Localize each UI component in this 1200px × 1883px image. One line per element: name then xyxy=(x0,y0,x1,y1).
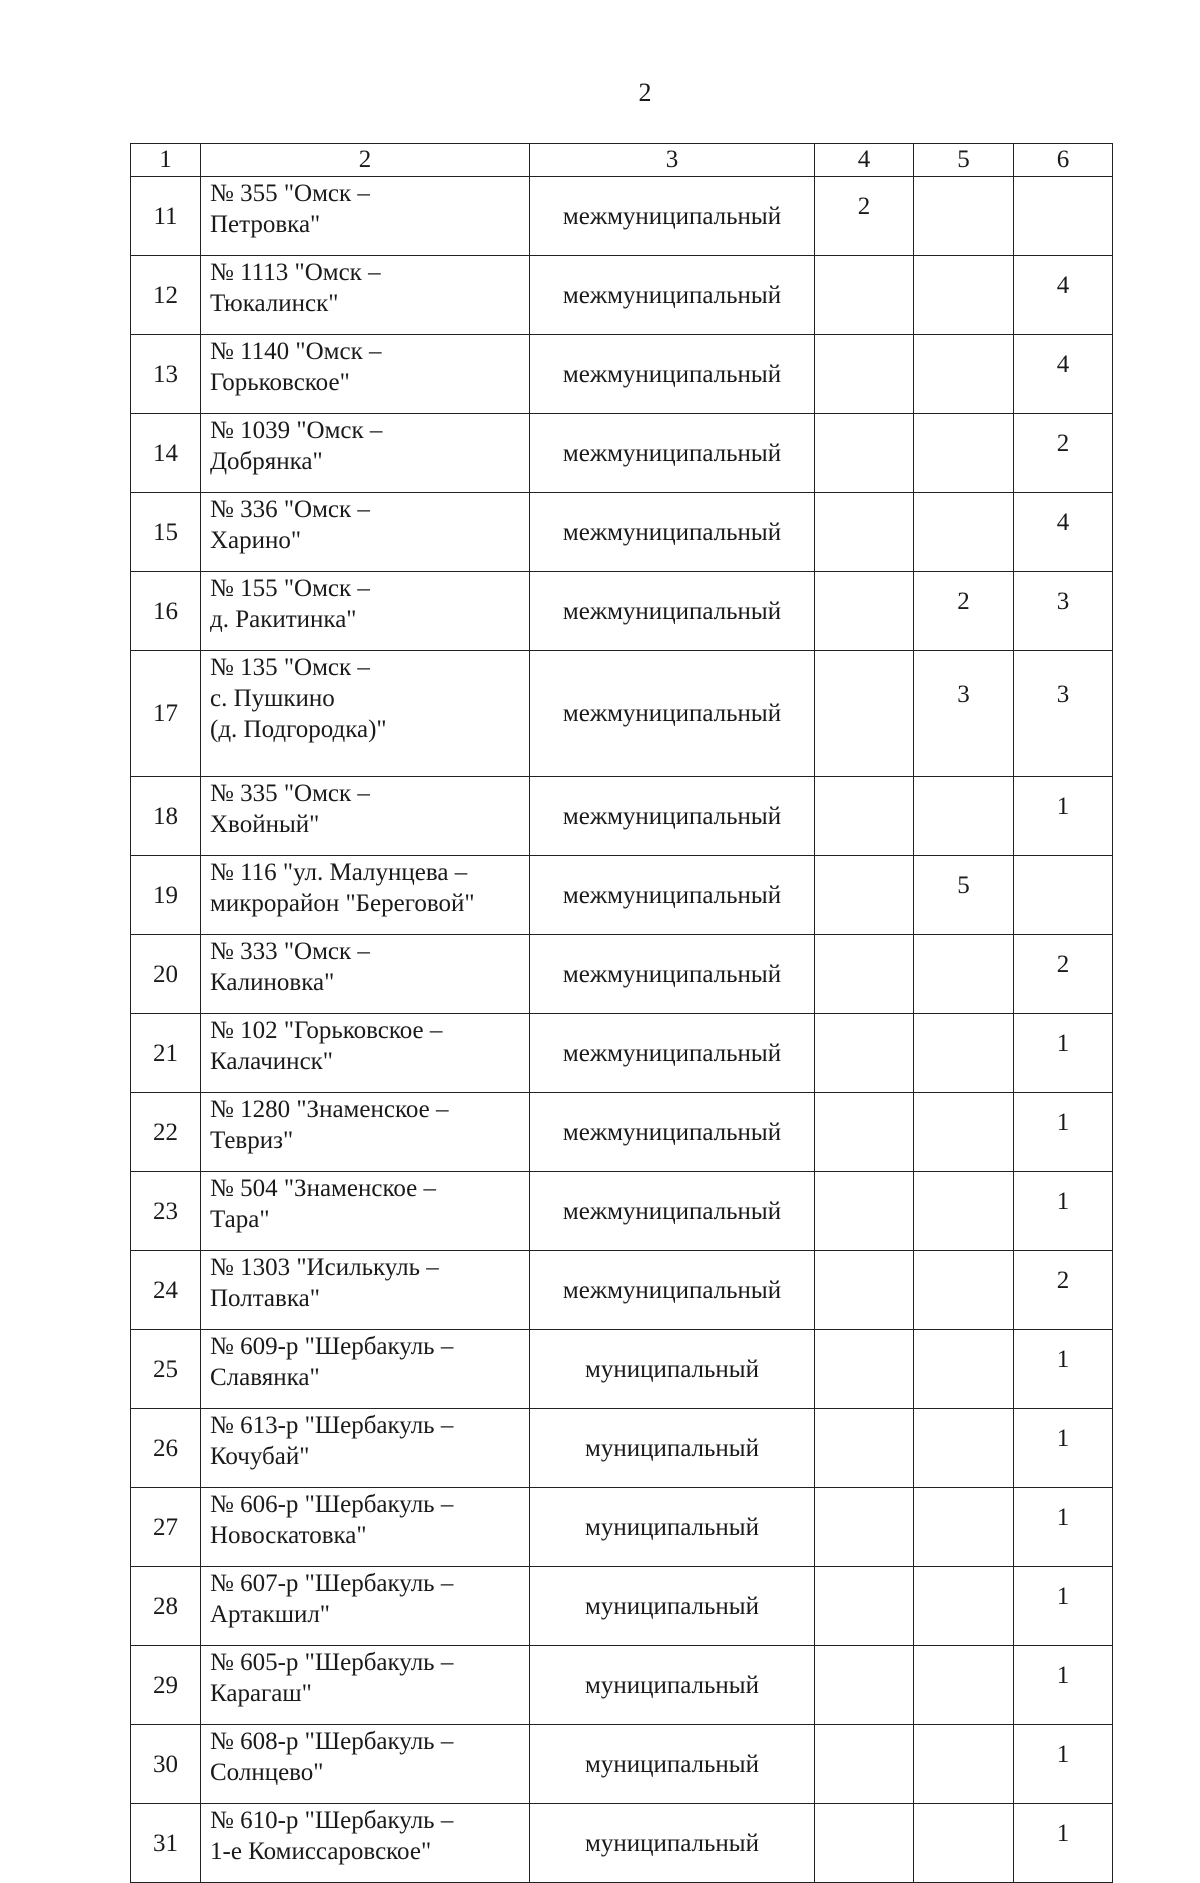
route-name-cell xyxy=(201,777,530,856)
header-cell-4: 4 xyxy=(815,144,914,177)
column-4-cell xyxy=(815,935,914,1014)
route-name-line: № 608-р "Шербакуль – xyxy=(210,1728,454,1755)
table-row xyxy=(131,1567,1113,1646)
row-number-cell: 21 xyxy=(131,1014,201,1093)
route-name-line: № 605-р "Шербакуль – xyxy=(210,1649,454,1676)
route-name-line: Харино" xyxy=(210,527,302,554)
route-name-cell xyxy=(201,256,530,335)
table-row xyxy=(131,1014,1113,1093)
column-5-cell xyxy=(914,1093,1014,1172)
column-4-cell xyxy=(815,1646,914,1725)
route-type-cell: межмуниципальный xyxy=(530,256,815,335)
route-type-cell: межмуниципальный xyxy=(530,493,815,572)
row-number-cell: 17 xyxy=(131,651,201,777)
route-name-line: Солнцево" xyxy=(210,1759,324,1786)
column-4-cell xyxy=(815,856,914,935)
table-row xyxy=(131,1172,1113,1251)
route-name-line: № 606-р "Шербакуль – xyxy=(210,1491,454,1518)
route-name-line: № 504 "Знаменское – xyxy=(210,1175,436,1202)
route-name-cell xyxy=(201,856,530,935)
row-number-cell: 31 xyxy=(131,1804,201,1883)
column-6-cell: 2 xyxy=(1014,1251,1113,1330)
table-row xyxy=(131,651,1113,777)
route-name-line: Калиновка" xyxy=(210,969,335,996)
column-6-cell: 3 xyxy=(1014,572,1113,651)
column-5-cell xyxy=(914,1014,1014,1093)
column-5-cell xyxy=(914,256,1014,335)
column-4-cell xyxy=(815,1330,914,1409)
column-6-cell: 1 xyxy=(1014,1488,1113,1567)
route-type-cell: межмуниципальный xyxy=(530,572,815,651)
column-5-cell xyxy=(914,1330,1014,1409)
table-row xyxy=(131,335,1113,414)
column-4-cell xyxy=(815,256,914,335)
column-6-cell xyxy=(1014,177,1113,256)
table-row xyxy=(131,414,1113,493)
route-name-line: № 333 "Омск – xyxy=(210,938,370,965)
route-name-cell xyxy=(201,414,530,493)
column-6-cell: 2 xyxy=(1014,935,1113,1014)
route-type-cell: муниципальный xyxy=(530,1567,815,1646)
table-row xyxy=(131,856,1113,935)
column-5-cell xyxy=(914,1409,1014,1488)
route-name-cell xyxy=(201,572,530,651)
route-name-line: № 336 "Омск – xyxy=(210,496,370,523)
route-name-line: № 613-р "Шербакуль – xyxy=(210,1412,454,1439)
route-name-line: № 609-р "Шербакуль – xyxy=(210,1333,454,1360)
row-number-cell: 24 xyxy=(131,1251,201,1330)
table-header-row xyxy=(131,144,1113,177)
route-name-cell xyxy=(201,1251,530,1330)
route-name-cell xyxy=(201,335,530,414)
route-name-line: Калачинск" xyxy=(210,1048,334,1075)
route-name-line: Кочубай" xyxy=(210,1443,310,1470)
column-4-cell xyxy=(815,777,914,856)
column-4-cell xyxy=(815,493,914,572)
row-number-cell: 22 xyxy=(131,1093,201,1172)
route-name-line: № 610-р "Шербакуль – xyxy=(210,1807,454,1834)
column-5-cell xyxy=(914,1251,1014,1330)
column-6-cell: 1 xyxy=(1014,777,1113,856)
column-5-cell xyxy=(914,1567,1014,1646)
column-5-cell xyxy=(914,335,1014,414)
row-number-cell: 16 xyxy=(131,572,201,651)
row-number-cell: 15 xyxy=(131,493,201,572)
table-row xyxy=(131,1804,1113,1883)
route-type-cell: межмуниципальный xyxy=(530,414,815,493)
route-name-cell xyxy=(201,1804,530,1883)
route-name-line: № 1039 "Омск – xyxy=(210,417,383,444)
row-number-cell: 20 xyxy=(131,935,201,1014)
route-name-line: № 355 "Омск – xyxy=(210,180,370,207)
route-type-cell: межмуниципальный xyxy=(530,1014,815,1093)
route-name-line: д. Ракитинка" xyxy=(210,606,357,633)
table-row xyxy=(131,1409,1113,1488)
column-4-cell xyxy=(815,1093,914,1172)
column-6-cell: 1 xyxy=(1014,1014,1113,1093)
table-row xyxy=(131,935,1113,1014)
column-6-cell: 1 xyxy=(1014,1330,1113,1409)
column-6-cell: 1 xyxy=(1014,1804,1113,1883)
route-type-cell: межмуниципальный xyxy=(530,935,815,1014)
row-number-cell: 29 xyxy=(131,1646,201,1725)
column-4-cell xyxy=(815,1488,914,1567)
header-cell-6: 6 xyxy=(1014,144,1113,177)
row-number-cell: 26 xyxy=(131,1409,201,1488)
column-4-cell xyxy=(815,1804,914,1883)
column-6-cell: 4 xyxy=(1014,335,1113,414)
column-6-cell: 3 xyxy=(1014,651,1113,777)
route-type-cell: межмуниципальный xyxy=(530,1251,815,1330)
column-4-cell xyxy=(815,414,914,493)
route-name-line: № 116 "ул. Малунцева – xyxy=(210,859,468,886)
column-5-cell xyxy=(914,414,1014,493)
column-4-cell xyxy=(815,1567,914,1646)
route-type-cell: межмуниципальный xyxy=(530,335,815,414)
route-type-cell: межмуниципальный xyxy=(530,177,815,256)
route-type-cell: муниципальный xyxy=(530,1646,815,1725)
row-number-cell: 12 xyxy=(131,256,201,335)
column-5-cell xyxy=(914,777,1014,856)
route-type-cell: межмуниципальный xyxy=(530,651,815,777)
column-5-cell: 3 xyxy=(914,651,1014,777)
route-name-cell xyxy=(201,1567,530,1646)
row-number-cell: 14 xyxy=(131,414,201,493)
table-row xyxy=(131,1251,1113,1330)
route-name-line: № 1140 "Омск – xyxy=(210,338,382,365)
route-name-cell xyxy=(201,1409,530,1488)
column-5-cell: 5 xyxy=(914,856,1014,935)
page-number: 2 xyxy=(638,78,652,107)
table-row xyxy=(131,1725,1113,1804)
header-cell-2: 2 xyxy=(201,144,530,177)
row-number-cell: 27 xyxy=(131,1488,201,1567)
route-type-cell: межмуниципальный xyxy=(530,1172,815,1251)
routes-table xyxy=(130,143,1113,1883)
route-name-cell xyxy=(201,1014,530,1093)
route-name-line: Полтавка" xyxy=(210,1285,320,1312)
table-row xyxy=(131,1488,1113,1567)
route-name-cell xyxy=(201,1488,530,1567)
route-name-line: № 1280 "Знаменское – xyxy=(210,1096,449,1123)
table-row xyxy=(131,256,1113,335)
route-name-line: Артакшил" xyxy=(210,1601,331,1628)
column-4-cell xyxy=(815,1014,914,1093)
column-5-cell xyxy=(914,177,1014,256)
column-4-cell xyxy=(815,1251,914,1330)
route-name-cell xyxy=(201,1093,530,1172)
route-name-cell xyxy=(201,493,530,572)
route-type-cell: муниципальный xyxy=(530,1330,815,1409)
column-5-cell: 2 xyxy=(914,572,1014,651)
route-name-cell xyxy=(201,177,530,256)
route-name-line: Тюкалинск" xyxy=(210,290,339,317)
row-number-cell: 13 xyxy=(131,335,201,414)
column-5-cell xyxy=(914,935,1014,1014)
column-4-cell xyxy=(815,1409,914,1488)
column-6-cell: 1 xyxy=(1014,1409,1113,1488)
route-name-cell xyxy=(201,651,530,777)
route-name-line: Новоскатовка" xyxy=(210,1522,367,1549)
column-4-cell xyxy=(815,1725,914,1804)
header-cell-1: 1 xyxy=(131,144,201,177)
column-6-cell xyxy=(1014,856,1113,935)
route-name-line: Карагаш" xyxy=(210,1680,312,1707)
column-5-cell xyxy=(914,1725,1014,1804)
column-5-cell xyxy=(914,1646,1014,1725)
route-name-cell xyxy=(201,1330,530,1409)
routes-table-body xyxy=(131,144,1113,1883)
row-number-cell: 18 xyxy=(131,777,201,856)
column-5-cell xyxy=(914,493,1014,572)
table-row xyxy=(131,1093,1113,1172)
route-name-line: Горьковское" xyxy=(210,369,350,396)
column-5-cell xyxy=(914,1172,1014,1251)
route-type-cell: межмуниципальный xyxy=(530,856,815,935)
header-cell-5: 5 xyxy=(914,144,1014,177)
header-cell-3: 3 xyxy=(530,144,815,177)
table-row xyxy=(131,177,1113,256)
table-row xyxy=(131,493,1113,572)
table-row xyxy=(131,1330,1113,1409)
route-name-line: Тевриз" xyxy=(210,1127,294,1154)
route-name-line: Хвойный" xyxy=(210,811,320,838)
route-name-line: Тара" xyxy=(210,1206,270,1233)
column-6-cell: 4 xyxy=(1014,256,1113,335)
column-6-cell: 1 xyxy=(1014,1567,1113,1646)
column-5-cell xyxy=(914,1804,1014,1883)
column-6-cell: 1 xyxy=(1014,1172,1113,1251)
column-6-cell: 2 xyxy=(1014,414,1113,493)
table-row xyxy=(131,777,1113,856)
route-name-line: Добрянка" xyxy=(210,448,323,475)
row-number-cell: 23 xyxy=(131,1172,201,1251)
column-6-cell: 4 xyxy=(1014,493,1113,572)
route-name-cell xyxy=(201,1725,530,1804)
route-name-line: № 1303 "Исилькуль – xyxy=(210,1254,439,1281)
row-number-cell: 28 xyxy=(131,1567,201,1646)
row-number-cell: 30 xyxy=(131,1725,201,1804)
route-name-line: Петровка" xyxy=(210,211,321,238)
row-number-cell: 25 xyxy=(131,1330,201,1409)
route-name-line: № 102 "Горьковское – xyxy=(210,1017,443,1044)
column-4-cell xyxy=(815,572,914,651)
route-name-line: (д. Подгородка)" xyxy=(210,716,387,743)
route-name-line: микрорайон "Береговой" xyxy=(210,890,475,917)
route-name-line: № 607-р "Шербакуль – xyxy=(210,1570,454,1597)
route-type-cell: межмуниципальный xyxy=(530,1093,815,1172)
route-type-cell: муниципальный xyxy=(530,1409,815,1488)
column-5-cell xyxy=(914,1488,1014,1567)
column-4-cell xyxy=(815,335,914,414)
route-name-line: № 335 "Омск – xyxy=(210,780,370,807)
column-4-cell xyxy=(815,651,914,777)
column-6-cell: 1 xyxy=(1014,1093,1113,1172)
route-name-line: Славянка" xyxy=(210,1364,320,1391)
column-6-cell: 1 xyxy=(1014,1646,1113,1725)
route-name-cell xyxy=(201,1646,530,1725)
table-row xyxy=(131,1646,1113,1725)
column-6-cell: 1 xyxy=(1014,1725,1113,1804)
route-type-cell: межмуниципальный xyxy=(530,777,815,856)
route-type-cell: муниципальный xyxy=(530,1488,815,1567)
column-4-cell: 2 xyxy=(815,177,914,256)
route-name-line: с. Пушкино xyxy=(210,685,335,712)
route-name-cell xyxy=(201,1172,530,1251)
route-name-line: 1-е Комиссаровское" xyxy=(210,1838,432,1865)
route-type-cell: муниципальный xyxy=(530,1725,815,1804)
route-name-line: № 1113 "Омск – xyxy=(210,259,381,286)
route-type-cell: муниципальный xyxy=(530,1804,815,1883)
column-4-cell xyxy=(815,1172,914,1251)
route-name-line: № 135 "Омск – xyxy=(210,654,370,681)
route-name-line: № 155 "Омск – xyxy=(210,575,370,602)
route-name-cell xyxy=(201,935,530,1014)
row-number-cell: 11 xyxy=(131,177,201,256)
table-row xyxy=(131,572,1113,651)
row-number-cell: 19 xyxy=(131,856,201,935)
